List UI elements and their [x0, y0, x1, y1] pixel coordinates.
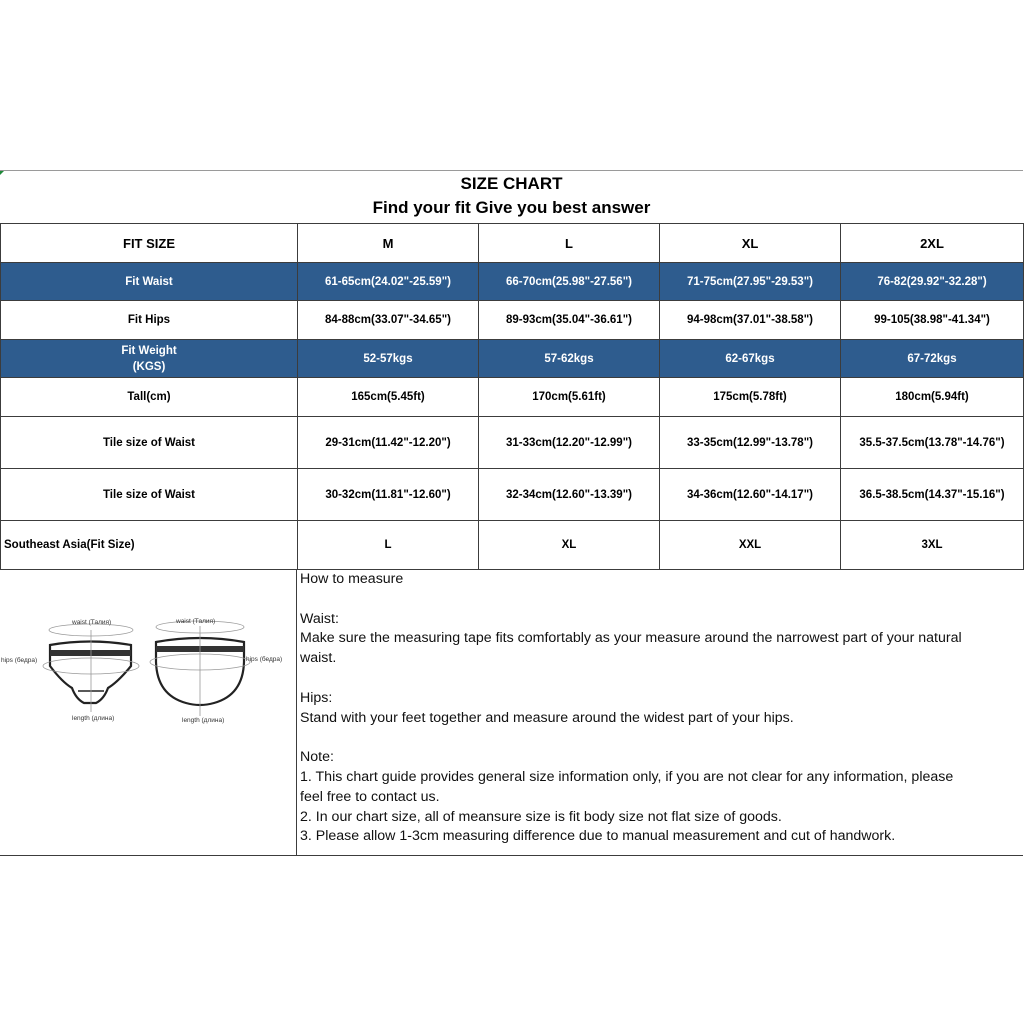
back-length-label: length (длина) [182, 717, 225, 724]
chart-subtitle: Find your fit Give you best answer [372, 198, 651, 217]
note-3: 3. Please allow 1-3cm measuring difference due to manual measurement and cut of handwork. [300, 828, 896, 845]
table-cell: 71-75cm(27.95"-29.53") [660, 263, 841, 301]
table-cell: 99-105(38.98"-41.34") [841, 301, 1024, 340]
table-row [1, 263, 1024, 301]
note-title: Note: [300, 749, 334, 766]
front-hips-label: hips (бедра) [1, 657, 38, 664]
table-cell: 67-72kgs [841, 340, 1024, 378]
header-size-m: M [298, 224, 479, 263]
header-size-l: L [479, 224, 660, 263]
table-cell: 30-32cm(11.81"-12.60") [298, 469, 479, 521]
row-label-line1: Fit Weight [121, 344, 177, 357]
table-cell: 89-93cm(35.04"-36.61") [479, 301, 660, 340]
size-chart-sheet [0, 170, 1023, 856]
row-label: Tall(cm) [1, 378, 298, 417]
measure-instructions [300, 570, 1020, 847]
table-cell: 35.5-37.5cm(13.78"-14.76") [841, 417, 1024, 469]
table-row [1, 340, 1024, 378]
garment-diagram-cell [0, 570, 297, 855]
table-cell: 3XL [841, 521, 1024, 570]
table-cell: 66-70cm(25.98"-27.56") [479, 263, 660, 301]
chart-title: SIZE CHART [460, 174, 563, 193]
table-cell: 180cm(5.94ft) [841, 378, 1024, 417]
table-cell: 62-67kgs [660, 340, 841, 378]
table-cell: L [298, 521, 479, 570]
row-label [1, 340, 298, 378]
waist-text-1: Make sure the measuring tape fits comfortably as your measure around the narrowest part of your natural [300, 630, 962, 647]
row-label-line2: (KGS) [132, 360, 166, 373]
hips-title: Hips: [300, 689, 333, 706]
table-cell: XL [479, 521, 660, 570]
title-block [0, 170, 1023, 223]
table-cell: 84-88cm(33.07"-34.65") [298, 301, 479, 340]
table-row [1, 378, 1024, 417]
back-waist-label: waist (Талия) [176, 618, 216, 625]
table-header-row [1, 224, 1024, 263]
hips-text: Stand with your feet together and measure around the widest part of your hips. [300, 709, 794, 726]
table-cell: 165cm(5.45ft) [298, 378, 479, 417]
front-waist-label: waist (Талия) [72, 619, 112, 626]
header-size-2xl: 2XL [841, 224, 1024, 263]
back-hips-label: hips (бедра) [246, 656, 283, 663]
table-cell: XXL [660, 521, 841, 570]
row-label: Southeast Asia(Fit Size) [1, 521, 298, 570]
header-fit-size: FIT SIZE [1, 224, 298, 263]
header-size-xl: XL [660, 224, 841, 263]
row-label: Fit Hips [1, 301, 298, 340]
table-cell: 36.5-38.5cm(14.37"-15.16") [841, 469, 1024, 521]
table-row [1, 417, 1024, 469]
waist-title: Waist: [300, 610, 339, 627]
table-row [1, 301, 1024, 340]
table-row [1, 469, 1024, 521]
waist-text-2: waist. [300, 650, 337, 667]
table-cell: 175cm(5.78ft) [660, 378, 841, 417]
table-cell: 94-98cm(37.01"-38.58") [660, 301, 841, 340]
row-label: Tile size of Waist [1, 417, 298, 469]
row-label: Fit Waist [1, 263, 298, 301]
measure-section [0, 570, 1023, 856]
table-cell: 29-31cm(11.42"-12.20") [298, 417, 479, 469]
front-length-label: length (длина) [72, 715, 115, 722]
table-cell: 57-62kgs [479, 340, 660, 378]
front-briefs-icon [43, 624, 139, 712]
garment-diagram [0, 570, 296, 855]
back-briefs-icon [150, 621, 250, 716]
table-cell: 61-65cm(24.02"-25.59") [298, 263, 479, 301]
measure-heading: How to measure [300, 571, 404, 587]
size-table [0, 223, 1024, 570]
row-label: Tile size of Waist [1, 469, 298, 521]
table-cell: 52-57kgs [298, 340, 479, 378]
table-cell: 33-35cm(12.99"-13.78") [660, 417, 841, 469]
table-cell: 31-33cm(12.20"-12.99") [479, 417, 660, 469]
table-cell: 76-82(29.92"-32.28") [841, 263, 1024, 301]
note-1b: feel free to contact us. [300, 788, 440, 805]
table-cell: 32-34cm(12.60"-13.39") [479, 469, 660, 521]
note-2: 2. In our chart size, all of meansure size is fit body size not flat size of goods. [300, 808, 782, 825]
table-row [1, 521, 1024, 570]
table-cell: 170cm(5.61ft) [479, 378, 660, 417]
note-1a: 1. This chart guide provides general size information only, if you are not clear for any information, please [300, 768, 954, 785]
table-cell: 34-36cm(12.60"-14.17") [660, 469, 841, 521]
